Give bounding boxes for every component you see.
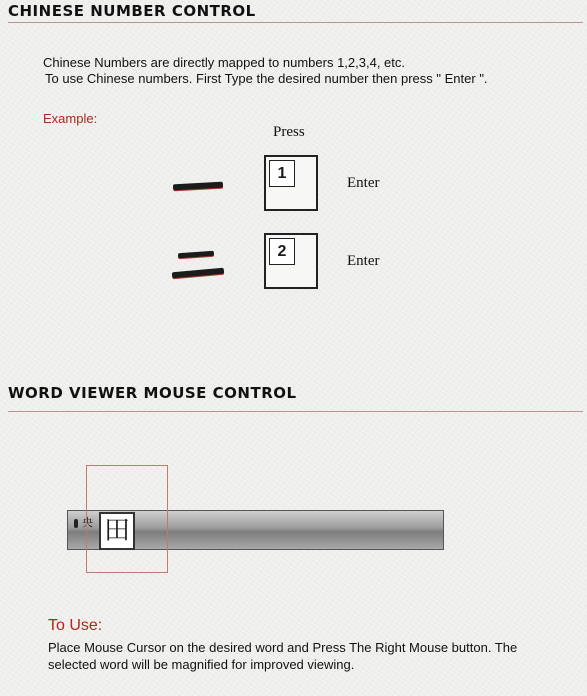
instruction-line-2: selected word will be magnified for improved viewing. [48,657,355,672]
chinese-two-glyph [172,250,224,280]
section-title-word-viewer: WORD VIEWER MOUSE CONTROL [8,384,297,402]
key-2-label: 2 [269,238,295,265]
key-2-icon [264,233,318,289]
to-use-heading: To Use: [48,617,103,634]
enter-label-2: Enter [347,253,380,269]
description-line-2: To use Chinese numbers. First Type the desired number then press " Enter ". [45,71,488,86]
description-line-1: Chinese Numbers are directly mapped to numbers 1,2,3,4, etc. [43,55,406,70]
press-label: Press [273,124,305,140]
section-divider [8,22,583,23]
key-1-icon [264,155,318,211]
cursor-icon [74,519,78,528]
small-character: 央 [82,516,93,529]
key-1-label: 1 [269,160,295,187]
chinese-one-glyph [173,178,223,192]
example-label: Example: [43,111,98,126]
magnified-character: 田 [99,512,135,550]
section-title-chinese-number: CHINESE NUMBER CONTROL [8,2,256,20]
instruction-line-1: Place Mouse Cursor on the desired word and Press The Right Mouse button. The [48,640,518,655]
section-divider [8,411,583,412]
magnifier-lens [86,465,168,573]
enter-label-1: Enter [347,175,380,191]
